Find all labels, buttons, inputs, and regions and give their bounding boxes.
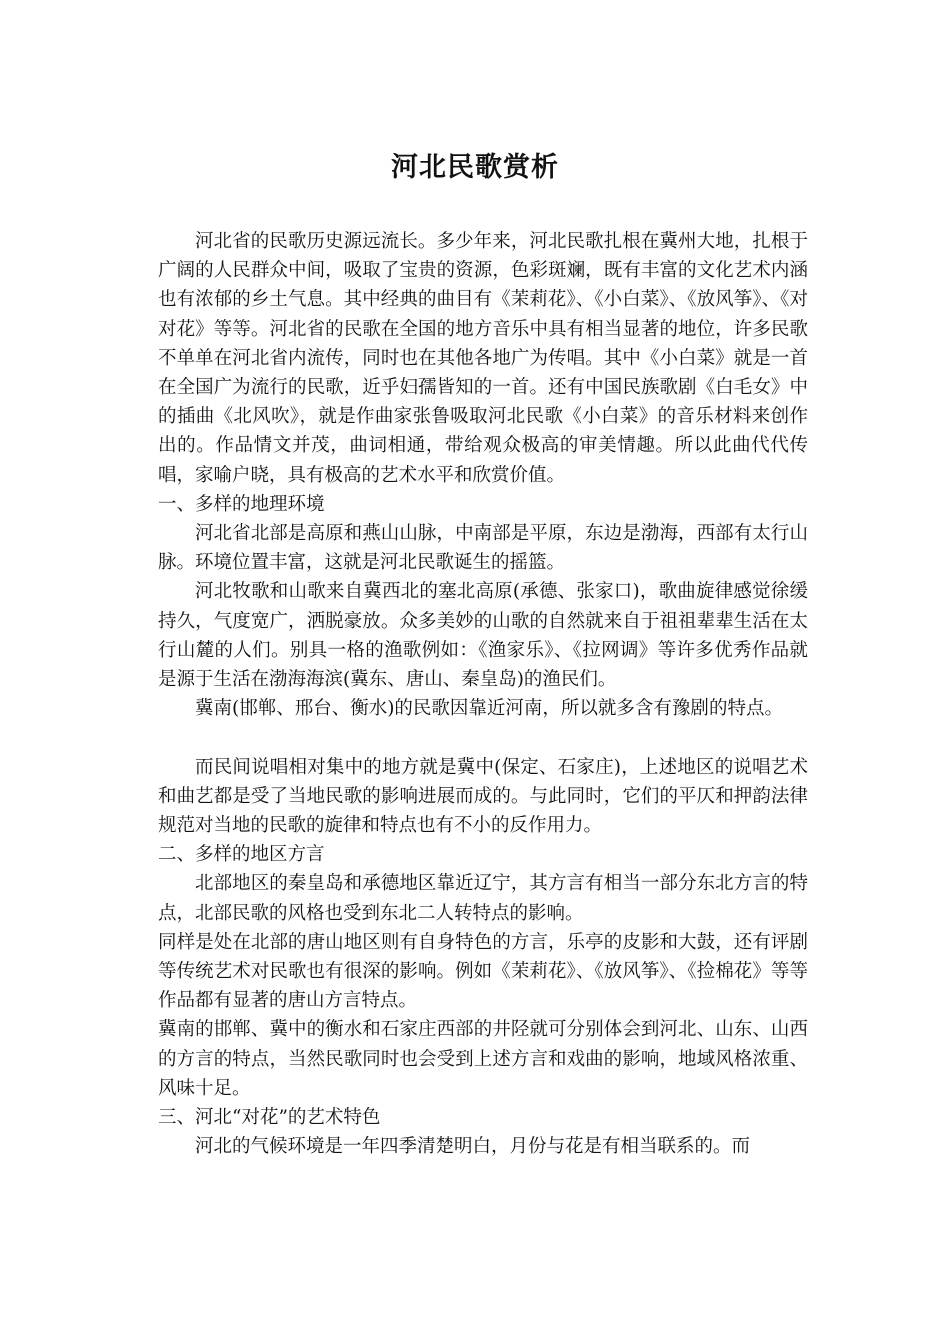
section-2-heading: 二、多样的地区方言 xyxy=(158,844,325,866)
section-1-paragraph-3: 冀南(邯郸、邢台、衡水)的民歌因靠近河南，所以就多含有豫剧的特点。 xyxy=(195,698,783,720)
section-3-heading: 三、河北“对花”的艺术特色 xyxy=(158,1107,381,1129)
section-1-paragraph-2: 河北牧歌和山歌来自冀西北的塞北高原(承德、张家口)，歌曲旋律感觉徐缓持久，气度宽广，洒脱豪放。众多美妙的山歌的自然就来自于祖祖辈辈生活在太行山麓的人们。别具一格的渔歌例如：《渔家乐》、《拉网调》等许多优秀作品就是源于生活在渤海海滨(冀东、唐山、秦皇岛)的渔民们。 xyxy=(158,581,808,691)
document-body xyxy=(158,227,808,1161)
blank-line xyxy=(158,723,808,752)
section-2-paragraph-3: 冀南的邯郸、冀中的衡水和石家庄西部的井陉就可分别体会到河北、山东、山西的方言的特点，当然民歌同时也会受到上述方言和戏曲的影响，地域风格浓重、风味十足。 xyxy=(158,1019,808,1099)
section-1-heading: 一、多样的地理环境 xyxy=(158,493,325,515)
section-1-paragraph-4: 而民间说唱相对集中的地方就是冀中(保定、石家庄)，上述地区的说唱艺术和曲艺都是受了当地民歌的影响进展而成的。与此同时，它们的平仄和押韵法律规范对当地的民歌的旋律和特点也有不小的反作用力。 xyxy=(158,756,808,837)
section-3-paragraph-1: 河北的气候环境是一年四季清楚明白，月份与花是有相当联系的。而 xyxy=(195,1136,751,1158)
section-2-paragraph-1: 北部地区的秦皇岛和承德地区靠近辽宁，其方言有相当一部分东北方言的特点，北部民歌的风格也受到东北二人转特点的影响。 xyxy=(158,873,808,924)
intro-paragraph: 河北省的民歌历史源远流长。多少年来，河北民歌扎根在冀州大地，扎根于广阔的人民群众中间，吸取了宝贵的资源，色彩斑斓，既有丰富的文化艺术内涵也有浓郁的乡土气息。其中经典的曲目有《茉莉花》、《小白菜》、《放风筝》、《对对花》等等。河北省的民歌在全国的地方音乐中具有相当显著的地位，许多民歌不单单在河北省内流传，同时也在其他各地广为传唱。其中《小白菜》就是一首在全国广为流行的民歌，近乎妇孺皆知的一首。还有中国民族歌剧《白毛女》中的插曲《北风吹》，就是作曲家张鲁吸取河北民歌《小白菜》的音乐材料来创作出的。作品情文并茂，曲词相通，带给观众极高的审美情趣。所以此曲代代传唱，家喻户晓，具有极高的艺术水平和欣赏价值。 xyxy=(158,231,808,486)
section-1-paragraph-1: 河北省北部是高原和燕山山脉，中南部是平原，东边是渤海，西部有太行山脉。环境位置丰富，这就是河北民歌诞生的摇篮。 xyxy=(158,523,808,574)
section-2-paragraph-2: 同样是处在北部的唐山地区则有自身特色的方言，乐亭的皮影和大鼓，还有评剧等传统艺术对民歌也有很深的影响。例如《茉莉花》、《放风筝》、《捡棉花》等等作品都有显著的唐山方言特点。 xyxy=(158,931,808,1012)
document-title: 河北民歌赏析 xyxy=(391,152,559,183)
